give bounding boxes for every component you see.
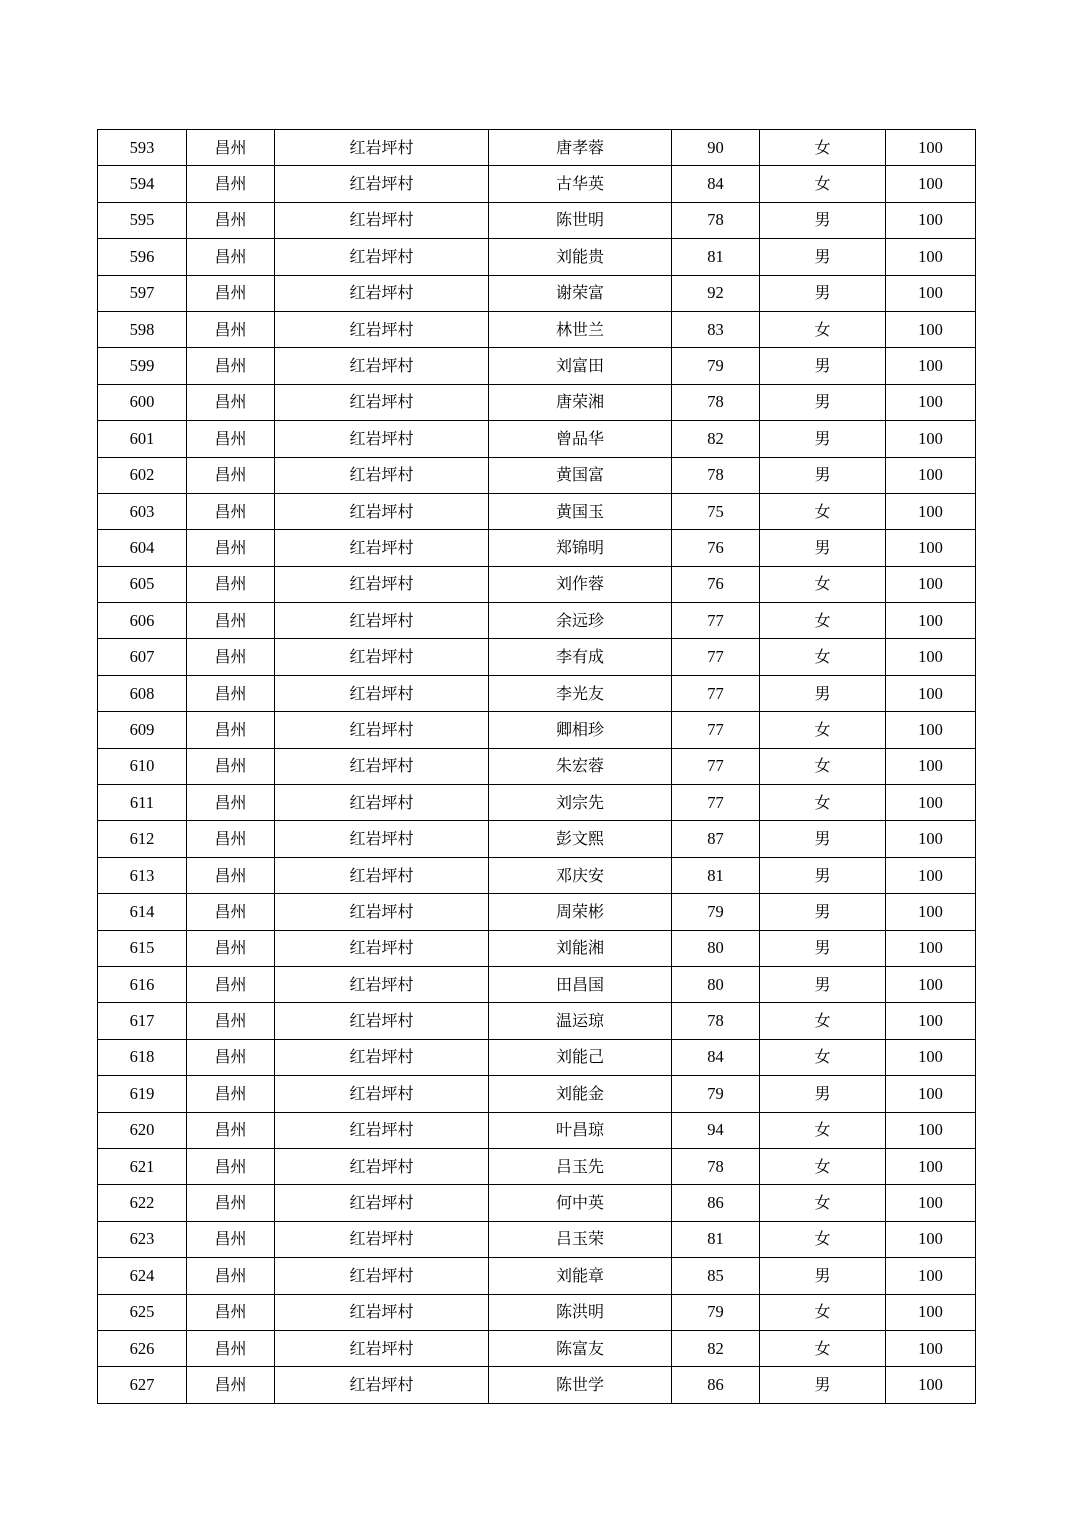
table-row: [98, 603, 976, 639]
cell-town: 昌州: [187, 930, 275, 966]
cell-age: 76: [672, 566, 760, 602]
cell-number: 607: [98, 639, 187, 675]
cell-village: 红岩坪村: [275, 311, 489, 347]
cell-gender: 女: [760, 785, 886, 821]
cell-town: 昌州: [187, 603, 275, 639]
cell-amount: 100: [886, 675, 976, 711]
table-row: [98, 311, 976, 347]
cell-name: 叶昌琼: [489, 1112, 672, 1148]
cell-town: 昌州: [187, 348, 275, 384]
cell-town: 昌州: [187, 421, 275, 457]
cell-gender: 女: [760, 1003, 886, 1039]
cell-village: 红岩坪村: [275, 1294, 489, 1330]
cell-village: 红岩坪村: [275, 712, 489, 748]
cell-village: 红岩坪村: [275, 930, 489, 966]
cell-gender: 女: [760, 311, 886, 347]
cell-age: 79: [672, 1076, 760, 1112]
cell-town: 昌州: [187, 1003, 275, 1039]
cell-number: 618: [98, 1039, 187, 1075]
cell-town: 昌州: [187, 493, 275, 529]
cell-name: 刘能湘: [489, 930, 672, 966]
cell-gender: 男: [760, 457, 886, 493]
cell-age: 94: [672, 1112, 760, 1148]
cell-amount: 100: [886, 202, 976, 238]
cell-gender: 男: [760, 1367, 886, 1403]
table-row: [98, 966, 976, 1002]
cell-gender: 男: [760, 530, 886, 566]
cell-age: 81: [672, 1221, 760, 1257]
cell-village: 红岩坪村: [275, 202, 489, 238]
cell-age: 77: [672, 639, 760, 675]
cell-gender: 男: [760, 930, 886, 966]
cell-town: 昌州: [187, 566, 275, 602]
cell-number: 604: [98, 530, 187, 566]
cell-gender: 男: [760, 857, 886, 893]
cell-age: 78: [672, 384, 760, 420]
cell-name: 陈世明: [489, 202, 672, 238]
cell-number: 594: [98, 166, 187, 202]
table-row: [98, 639, 976, 675]
cell-age: 79: [672, 348, 760, 384]
table-row: [98, 1258, 976, 1294]
cell-number: 624: [98, 1258, 187, 1294]
cell-village: 红岩坪村: [275, 1003, 489, 1039]
cell-name: 刘能金: [489, 1076, 672, 1112]
cell-gender: 男: [760, 894, 886, 930]
cell-gender: 女: [760, 712, 886, 748]
table-row: [98, 748, 976, 784]
cell-gender: 男: [760, 421, 886, 457]
table-row: [98, 530, 976, 566]
cell-town: 昌州: [187, 1112, 275, 1148]
cell-town: 昌州: [187, 275, 275, 311]
table-row: [98, 1221, 976, 1257]
cell-age: 78: [672, 1148, 760, 1184]
cell-amount: 100: [886, 1112, 976, 1148]
cell-amount: 100: [886, 130, 976, 166]
cell-number: 617: [98, 1003, 187, 1039]
cell-age: 77: [672, 785, 760, 821]
cell-name: 唐荣湘: [489, 384, 672, 420]
cell-town: 昌州: [187, 1258, 275, 1294]
table-row: [98, 1039, 976, 1075]
cell-village: 红岩坪村: [275, 421, 489, 457]
cell-village: 红岩坪村: [275, 530, 489, 566]
cell-gender: 男: [760, 1258, 886, 1294]
cell-amount: 100: [886, 1330, 976, 1366]
cell-amount: 100: [886, 1221, 976, 1257]
cell-amount: 100: [886, 348, 976, 384]
cell-town: 昌州: [187, 457, 275, 493]
cell-town: 昌州: [187, 202, 275, 238]
cell-gender: 女: [760, 1039, 886, 1075]
cell-village: 红岩坪村: [275, 1076, 489, 1112]
cell-name: 李光友: [489, 675, 672, 711]
cell-name: 温运琼: [489, 1003, 672, 1039]
cell-amount: 100: [886, 239, 976, 275]
cell-age: 75: [672, 493, 760, 529]
cell-amount: 100: [886, 1367, 976, 1403]
cell-age: 90: [672, 130, 760, 166]
cell-amount: 100: [886, 421, 976, 457]
cell-age: 77: [672, 675, 760, 711]
cell-village: 红岩坪村: [275, 1330, 489, 1366]
table-row: [98, 1003, 976, 1039]
cell-name: 吕玉荣: [489, 1221, 672, 1257]
cell-name: 刘能章: [489, 1258, 672, 1294]
cell-age: 81: [672, 239, 760, 275]
cell-number: 600: [98, 384, 187, 420]
cell-gender: 男: [760, 275, 886, 311]
cell-name: 谢荣富: [489, 275, 672, 311]
document-page: [97, 129, 975, 1404]
cell-amount: 100: [886, 1003, 976, 1039]
table-row: [98, 821, 976, 857]
table-row: [98, 857, 976, 893]
cell-amount: 100: [886, 785, 976, 821]
table-row: [98, 1112, 976, 1148]
cell-name: 古华英: [489, 166, 672, 202]
cell-gender: 男: [760, 384, 886, 420]
table-row: [98, 566, 976, 602]
cell-name: 黄国富: [489, 457, 672, 493]
cell-village: 红岩坪村: [275, 639, 489, 675]
cell-village: 红岩坪村: [275, 894, 489, 930]
cell-town: 昌州: [187, 1076, 275, 1112]
cell-number: 625: [98, 1294, 187, 1330]
cell-name: 唐孝蓉: [489, 130, 672, 166]
cell-age: 81: [672, 857, 760, 893]
cell-town: 昌州: [187, 530, 275, 566]
cell-gender: 女: [760, 1112, 886, 1148]
cell-number: 616: [98, 966, 187, 1002]
cell-name: 彭文熙: [489, 821, 672, 857]
cell-name: 林世兰: [489, 311, 672, 347]
cell-age: 85: [672, 1258, 760, 1294]
table-row: [98, 202, 976, 238]
cell-gender: 男: [760, 821, 886, 857]
cell-age: 78: [672, 457, 760, 493]
cell-village: 红岩坪村: [275, 966, 489, 1002]
table-row: [98, 421, 976, 457]
cell-amount: 100: [886, 275, 976, 311]
cell-number: 610: [98, 748, 187, 784]
cell-number: 614: [98, 894, 187, 930]
cell-number: 593: [98, 130, 187, 166]
cell-name: 陈富友: [489, 1330, 672, 1366]
cell-number: 598: [98, 311, 187, 347]
cell-village: 红岩坪村: [275, 348, 489, 384]
cell-amount: 100: [886, 493, 976, 529]
cell-village: 红岩坪村: [275, 1258, 489, 1294]
cell-number: 613: [98, 857, 187, 893]
cell-age: 87: [672, 821, 760, 857]
cell-village: 红岩坪村: [275, 821, 489, 857]
cell-name: 吕玉先: [489, 1148, 672, 1184]
cell-village: 红岩坪村: [275, 857, 489, 893]
cell-name: 刘作蓉: [489, 566, 672, 602]
cell-town: 昌州: [187, 712, 275, 748]
cell-name: 周荣彬: [489, 894, 672, 930]
cell-name: 刘能贵: [489, 239, 672, 275]
cell-gender: 女: [760, 639, 886, 675]
cell-village: 红岩坪村: [275, 130, 489, 166]
cell-amount: 100: [886, 166, 976, 202]
cell-number: 621: [98, 1148, 187, 1184]
cell-number: 601: [98, 421, 187, 457]
cell-amount: 100: [886, 311, 976, 347]
cell-gender: 女: [760, 1185, 886, 1221]
cell-village: 红岩坪村: [275, 1039, 489, 1075]
cell-gender: 女: [760, 748, 886, 784]
cell-number: 615: [98, 930, 187, 966]
cell-number: 605: [98, 566, 187, 602]
cell-number: 620: [98, 1112, 187, 1148]
table-row: [98, 166, 976, 202]
cell-name: 陈洪明: [489, 1294, 672, 1330]
cell-amount: 100: [886, 603, 976, 639]
cell-number: 611: [98, 785, 187, 821]
cell-amount: 100: [886, 1258, 976, 1294]
cell-village: 红岩坪村: [275, 675, 489, 711]
cell-amount: 100: [886, 930, 976, 966]
cell-town: 昌州: [187, 1367, 275, 1403]
cell-gender: 女: [760, 130, 886, 166]
cell-village: 红岩坪村: [275, 493, 489, 529]
cell-amount: 100: [886, 384, 976, 420]
cell-age: 86: [672, 1367, 760, 1403]
table-row: [98, 712, 976, 748]
cell-number: 596: [98, 239, 187, 275]
cell-age: 82: [672, 421, 760, 457]
table-row: [98, 1367, 976, 1403]
cell-number: 602: [98, 457, 187, 493]
cell-town: 昌州: [187, 1185, 275, 1221]
table-row: [98, 1148, 976, 1184]
cell-age: 84: [672, 166, 760, 202]
cell-town: 昌州: [187, 1221, 275, 1257]
cell-town: 昌州: [187, 785, 275, 821]
table-row: [98, 675, 976, 711]
table-row: [98, 1294, 976, 1330]
cell-amount: 100: [886, 530, 976, 566]
cell-number: 608: [98, 675, 187, 711]
cell-age: 82: [672, 1330, 760, 1366]
cell-amount: 100: [886, 457, 976, 493]
cell-age: 86: [672, 1185, 760, 1221]
cell-town: 昌州: [187, 675, 275, 711]
cell-age: 92: [672, 275, 760, 311]
cell-age: 78: [672, 202, 760, 238]
cell-name: 余远珍: [489, 603, 672, 639]
cell-name: 朱宏蓉: [489, 748, 672, 784]
table-row: [98, 1330, 976, 1366]
table-row: [98, 457, 976, 493]
cell-name: 卿相珍: [489, 712, 672, 748]
cell-age: 80: [672, 930, 760, 966]
table-row: [98, 1185, 976, 1221]
cell-town: 昌州: [187, 1294, 275, 1330]
cell-village: 红岩坪村: [275, 1148, 489, 1184]
cell-gender: 女: [760, 603, 886, 639]
cell-number: 619: [98, 1076, 187, 1112]
cell-age: 78: [672, 1003, 760, 1039]
cell-name: 曾品华: [489, 421, 672, 457]
table-row: [98, 239, 976, 275]
cell-town: 昌州: [187, 966, 275, 1002]
cell-name: 邓庆安: [489, 857, 672, 893]
cell-amount: 100: [886, 1185, 976, 1221]
cell-gender: 男: [760, 1076, 886, 1112]
cell-village: 红岩坪村: [275, 1185, 489, 1221]
cell-amount: 100: [886, 1076, 976, 1112]
cell-gender: 女: [760, 1148, 886, 1184]
cell-village: 红岩坪村: [275, 1221, 489, 1257]
cell-number: 623: [98, 1221, 187, 1257]
table-row: [98, 275, 976, 311]
cell-town: 昌州: [187, 894, 275, 930]
cell-village: 红岩坪村: [275, 748, 489, 784]
cell-village: 红岩坪村: [275, 166, 489, 202]
cell-town: 昌州: [187, 311, 275, 347]
cell-gender: 男: [760, 675, 886, 711]
cell-town: 昌州: [187, 821, 275, 857]
cell-number: 603: [98, 493, 187, 529]
cell-amount: 100: [886, 566, 976, 602]
cell-age: 80: [672, 966, 760, 1002]
cell-number: 599: [98, 348, 187, 384]
cell-amount: 100: [886, 894, 976, 930]
cell-village: 红岩坪村: [275, 1367, 489, 1403]
cell-town: 昌州: [187, 1148, 275, 1184]
cell-gender: 男: [760, 348, 886, 384]
cell-name: 郑锦明: [489, 530, 672, 566]
cell-village: 红岩坪村: [275, 566, 489, 602]
table-row: [98, 384, 976, 420]
cell-village: 红岩坪村: [275, 457, 489, 493]
cell-amount: 100: [886, 857, 976, 893]
cell-amount: 100: [886, 748, 976, 784]
cell-town: 昌州: [187, 748, 275, 784]
cell-name: 田昌国: [489, 966, 672, 1002]
table-row: [98, 348, 976, 384]
cell-town: 昌州: [187, 239, 275, 275]
cell-town: 昌州: [187, 857, 275, 893]
cell-village: 红岩坪村: [275, 275, 489, 311]
cell-village: 红岩坪村: [275, 603, 489, 639]
roster-table: [97, 129, 976, 1404]
cell-town: 昌州: [187, 1330, 275, 1366]
table-row: [98, 130, 976, 166]
cell-village: 红岩坪村: [275, 384, 489, 420]
cell-amount: 100: [886, 1039, 976, 1075]
cell-gender: 女: [760, 566, 886, 602]
table-row: [98, 493, 976, 529]
cell-age: 77: [672, 603, 760, 639]
cell-town: 昌州: [187, 384, 275, 420]
cell-gender: 男: [760, 239, 886, 275]
cell-amount: 100: [886, 639, 976, 675]
cell-name: 李有成: [489, 639, 672, 675]
cell-town: 昌州: [187, 130, 275, 166]
cell-gender: 女: [760, 493, 886, 529]
cell-town: 昌州: [187, 1039, 275, 1075]
cell-village: 红岩坪村: [275, 785, 489, 821]
cell-age: 79: [672, 1294, 760, 1330]
cell-name: 陈世学: [489, 1367, 672, 1403]
cell-gender: 男: [760, 966, 886, 1002]
cell-number: 609: [98, 712, 187, 748]
table-row: [98, 930, 976, 966]
cell-name: 黄国玉: [489, 493, 672, 529]
cell-town: 昌州: [187, 639, 275, 675]
cell-age: 79: [672, 894, 760, 930]
cell-name: 刘富田: [489, 348, 672, 384]
cell-gender: 女: [760, 1221, 886, 1257]
cell-number: 612: [98, 821, 187, 857]
cell-village: 红岩坪村: [275, 1112, 489, 1148]
cell-town: 昌州: [187, 166, 275, 202]
cell-number: 627: [98, 1367, 187, 1403]
cell-number: 606: [98, 603, 187, 639]
cell-amount: 100: [886, 1148, 976, 1184]
cell-gender: 女: [760, 1294, 886, 1330]
cell-number: 622: [98, 1185, 187, 1221]
table-row: [98, 1076, 976, 1112]
cell-gender: 女: [760, 1330, 886, 1366]
cell-number: 597: [98, 275, 187, 311]
cell-age: 77: [672, 712, 760, 748]
table-row: [98, 785, 976, 821]
cell-age: 83: [672, 311, 760, 347]
cell-amount: 100: [886, 966, 976, 1002]
cell-amount: 100: [886, 821, 976, 857]
cell-village: 红岩坪村: [275, 239, 489, 275]
cell-age: 76: [672, 530, 760, 566]
cell-name: 刘能己: [489, 1039, 672, 1075]
cell-number: 595: [98, 202, 187, 238]
cell-gender: 男: [760, 202, 886, 238]
cell-number: 626: [98, 1330, 187, 1366]
cell-amount: 100: [886, 712, 976, 748]
table-row: [98, 894, 976, 930]
cell-age: 77: [672, 748, 760, 784]
roster-body: [98, 130, 976, 1404]
cell-amount: 100: [886, 1294, 976, 1330]
cell-gender: 女: [760, 166, 886, 202]
cell-age: 84: [672, 1039, 760, 1075]
cell-name: 刘宗先: [489, 785, 672, 821]
cell-name: 何中英: [489, 1185, 672, 1221]
